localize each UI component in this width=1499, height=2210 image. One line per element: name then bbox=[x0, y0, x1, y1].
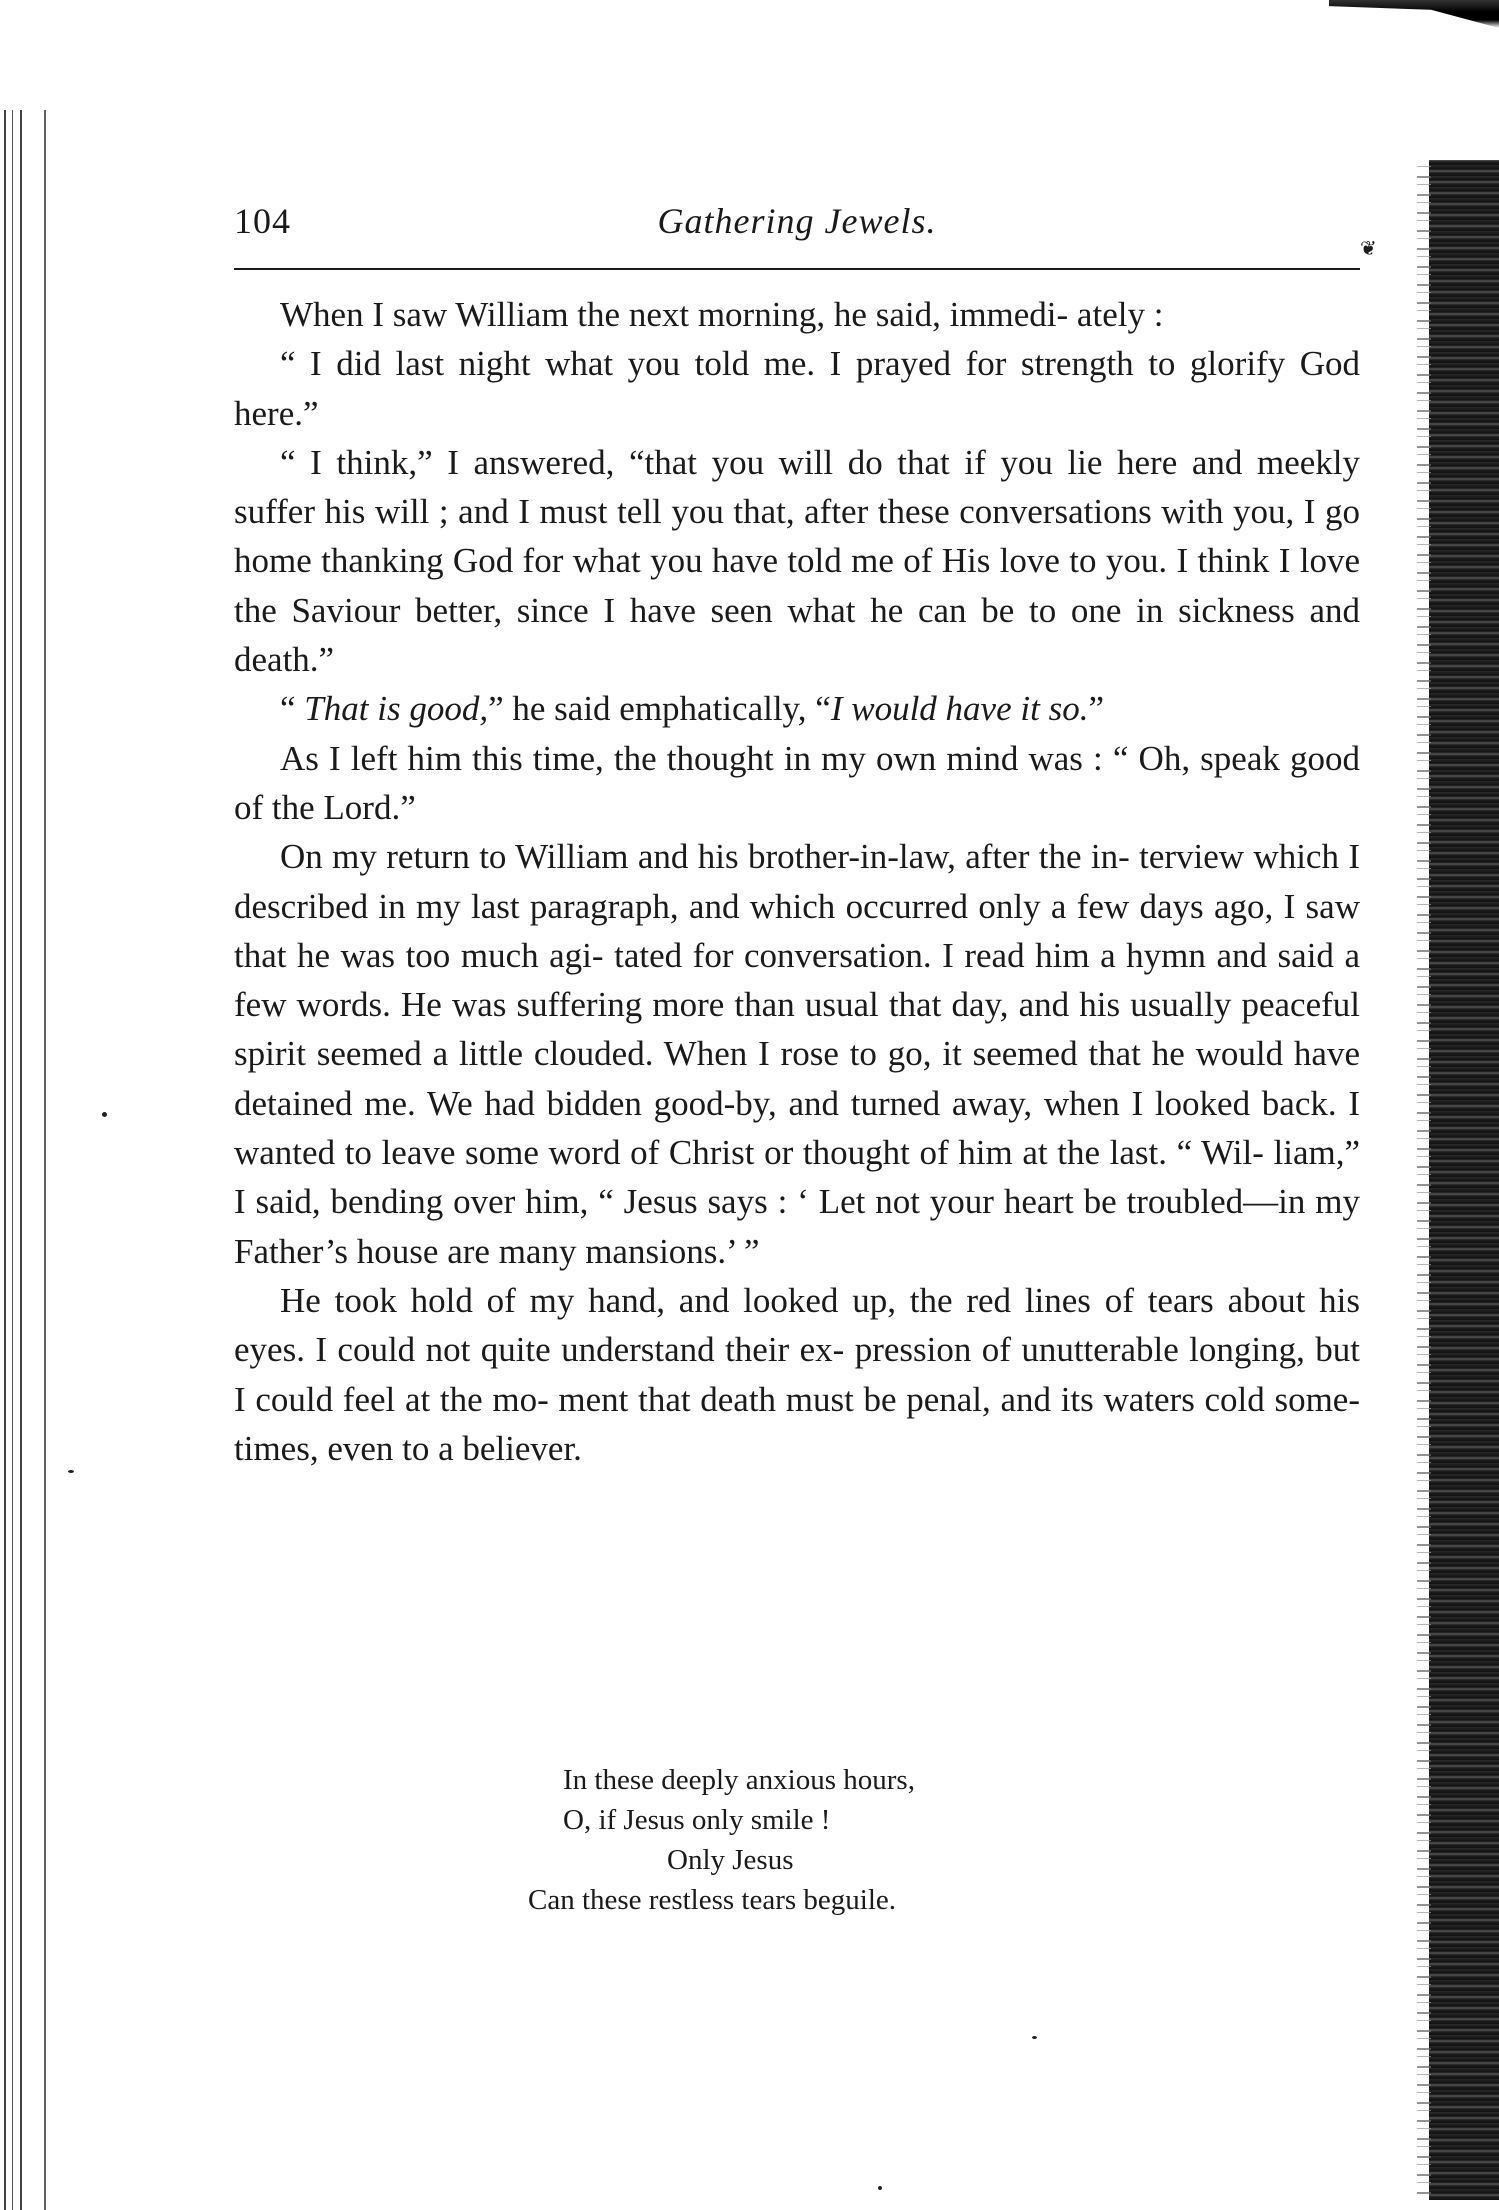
page-header bbox=[234, 200, 1377, 260]
running-head: Gathering Jewels. bbox=[657, 201, 937, 241]
paragraph: When I saw William the next morning, he said, immedi- ately : bbox=[280, 295, 1164, 334]
page-edge-shadow bbox=[1429, 160, 1499, 2200]
verse-line: Only Jesus bbox=[667, 1844, 794, 1876]
body-text bbox=[234, 290, 1360, 1473]
page-number: 104 bbox=[234, 201, 291, 241]
paragraph: As I left him this time, the thought in my own mind was : “ Oh, speak good of the Lord.” bbox=[234, 738, 1360, 827]
header-rule bbox=[234, 268, 1360, 270]
header-ornament-icon: ❦ bbox=[1360, 238, 1377, 260]
binding-gutter bbox=[0, 110, 56, 2210]
paragraph: “ I think,” I answered, “that you will do that if you lie here and meekly suffer his will ; and I must tell you that, after these conversations with you, I go home thanking God for what you have told me of His love to you. I think I love the Saviour better, since I have seen what he can be to one in sickness and death.” bbox=[234, 442, 1360, 680]
paragraph-text: ” he said emphatically, “ bbox=[488, 689, 831, 729]
emphasis: I would have it so. bbox=[830, 689, 1089, 729]
verse-line: Can these restless tears beguile. bbox=[528, 1884, 897, 1916]
scan-speck bbox=[878, 2186, 882, 2190]
paragraph: On my return to William and his brother-in-law, after the in- terview which I described in my last paragraph, and which occurred only a few days ago, I saw that he was too much agi- tated for conversation. I read him a hymn and said a few words. He was suffering more than usual that day, and his usually peaceful spirit seemed a little clouded. When I rose to go, it seemed that he would have detained me. We had bidden good-by, and turned away, when I looked back. I wanted to leave some word of Christ or thought of him at the last. “ Wil- liam,” I said, bending over him, “ Jesus says : ‘ Let not your heart be troubled—in my Father’s house are many mansions.’ ” bbox=[234, 837, 1360, 1271]
paragraph bbox=[234, 684, 1360, 733]
scan-speck bbox=[1032, 2036, 1037, 2039]
paragraph: “ I did last night what you told me. I prayed for strength to glorify God here.” bbox=[234, 344, 1360, 433]
scan-speck bbox=[68, 1470, 74, 1473]
paragraph: He took hold of my hand, and looked up, the red lines of tears about his eyes. I could not quite understand their ex- pression of unutterable longing, but I could feel at the mo- ment that death must be penal, and its waters cold some- times, even to a believer. bbox=[234, 1280, 1360, 1468]
quote-mark: ” bbox=[1088, 689, 1104, 729]
quote-mark: “ bbox=[280, 689, 305, 729]
scan-speck bbox=[102, 1112, 107, 1117]
emphasis: That is good, bbox=[304, 689, 489, 729]
verse-line: In these deeply anxious hours, bbox=[563, 1764, 915, 1796]
verse-line: O, if Jesus only smile ! bbox=[563, 1804, 831, 1836]
scan-corner-mark bbox=[1329, 0, 1499, 28]
